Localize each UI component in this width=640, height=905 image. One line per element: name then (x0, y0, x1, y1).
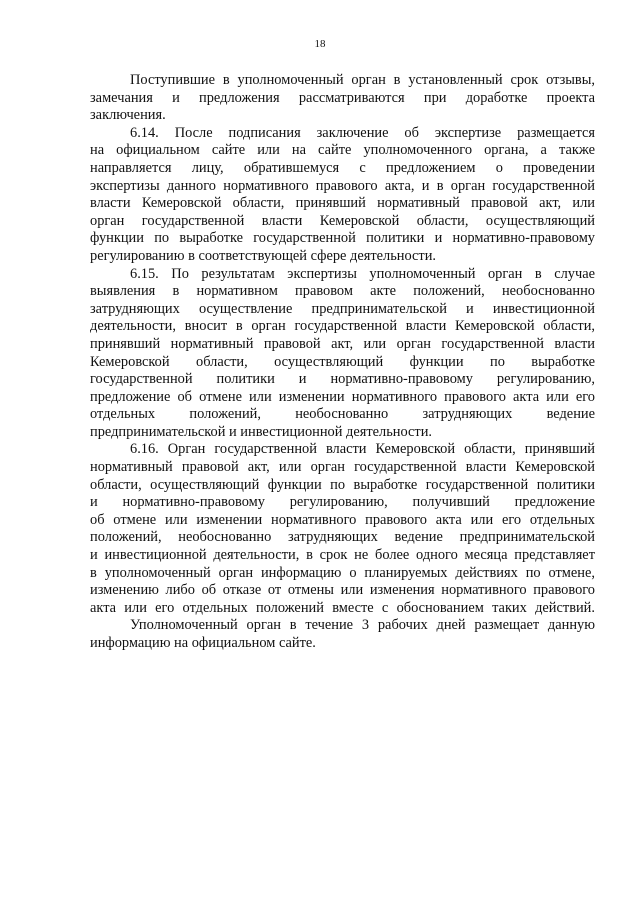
text-line: акта или его отдельных положений вместе с обоснованием таких действий. (90, 599, 595, 616)
text-line: предложение об отмене или изменении нормативного правового акта или его (90, 388, 595, 405)
text-line: замечания и предложения рассматриваются при доработке проекта (90, 89, 595, 106)
text-line: принявший нормативный правовой акт, или орган государственной власти (90, 335, 595, 352)
text-line: 6.16. Орган государственной власти Кемеровской области, принявший (130, 441, 595, 458)
text-line: орган государственной власти Кемеровской области, осуществляющий (90, 212, 595, 229)
paragraph-6-16 (90, 441, 595, 617)
text-line: на официальном сайте или на сайте уполномоченного органа, а также (90, 142, 595, 159)
paragraph-6-15 (90, 266, 595, 442)
text-line: 6.14. После подписания заключение об экспертизе размещается (130, 124, 595, 141)
text-line: Кемеровской области, осуществляющий функции по выработке (90, 353, 595, 370)
paragraph-feedback-consideration (90, 72, 595, 125)
text-line: информацию на официальном сайте. (90, 635, 316, 651)
text-line: Поступившие в уполномоченный орган в установленный срок отзывы, (130, 72, 595, 88)
paragraph-publication (90, 617, 595, 652)
text-line: экспертизы данного нормативного правового акта, и в орган государственной (90, 177, 595, 194)
text-line: функции по выработке государственной политики и нормативно-правовому (90, 230, 595, 247)
text-line: государственной политики и нормативно-правовому регулированию, (90, 371, 595, 388)
text-line: нормативный правовой акт, или орган государственной власти Кемеровской (90, 459, 595, 476)
text-line: направляется лицу, обратившемуся с предложением о проведении (90, 159, 595, 176)
text-line: выявления в нормативном правовом акте положений, необоснованно (90, 283, 595, 300)
text-line: Уполномоченный орган в течение 3 рабочих дней размещает данную (130, 617, 595, 634)
text-line: и нормативно-правовому регулированию, получивший предложение (90, 494, 595, 511)
text-line: регулированию в соответствующей сфере деятельности. (90, 247, 437, 264)
paragraph-6-14 (90, 125, 595, 266)
text-line: изменению либо об отказе от отмены или изменения нормативного правового (90, 582, 595, 599)
document-body (90, 72, 595, 653)
text-line: заключения. (90, 107, 166, 124)
text-line: области, осуществляющий функции по выработке государственной политики (90, 476, 595, 493)
text-line: в уполномоченный орган информацию о планируемых действиях по отмене, (90, 564, 595, 581)
text-line: власти Кемеровской области, принявший нормативный правовой акт, или (90, 195, 595, 212)
text-line: 6.15. По результатам экспертизы уполномоченный орган в случае (130, 265, 595, 282)
text-line: об отмене или изменении нормативного правового акта или его отдельных (90, 511, 595, 528)
text-line: положений, необоснованно затрудняющих ведение предпринимательской (90, 529, 595, 546)
text-line: предпринимательской и инвестиционной деятельности. (90, 423, 433, 440)
text-line: отдельных положений, необоснованно затрудняющих ведение (90, 406, 595, 423)
text-line: деятельности, вносит в орган государственной власти Кемеровской области, (90, 318, 595, 335)
page-number: 18 (314, 38, 326, 50)
text-line: затрудняющих осуществление предпринимательской и инвестиционной (90, 300, 595, 317)
text-line: и инвестиционной деятельности, в срок не более одного месяца представляет (90, 547, 595, 564)
